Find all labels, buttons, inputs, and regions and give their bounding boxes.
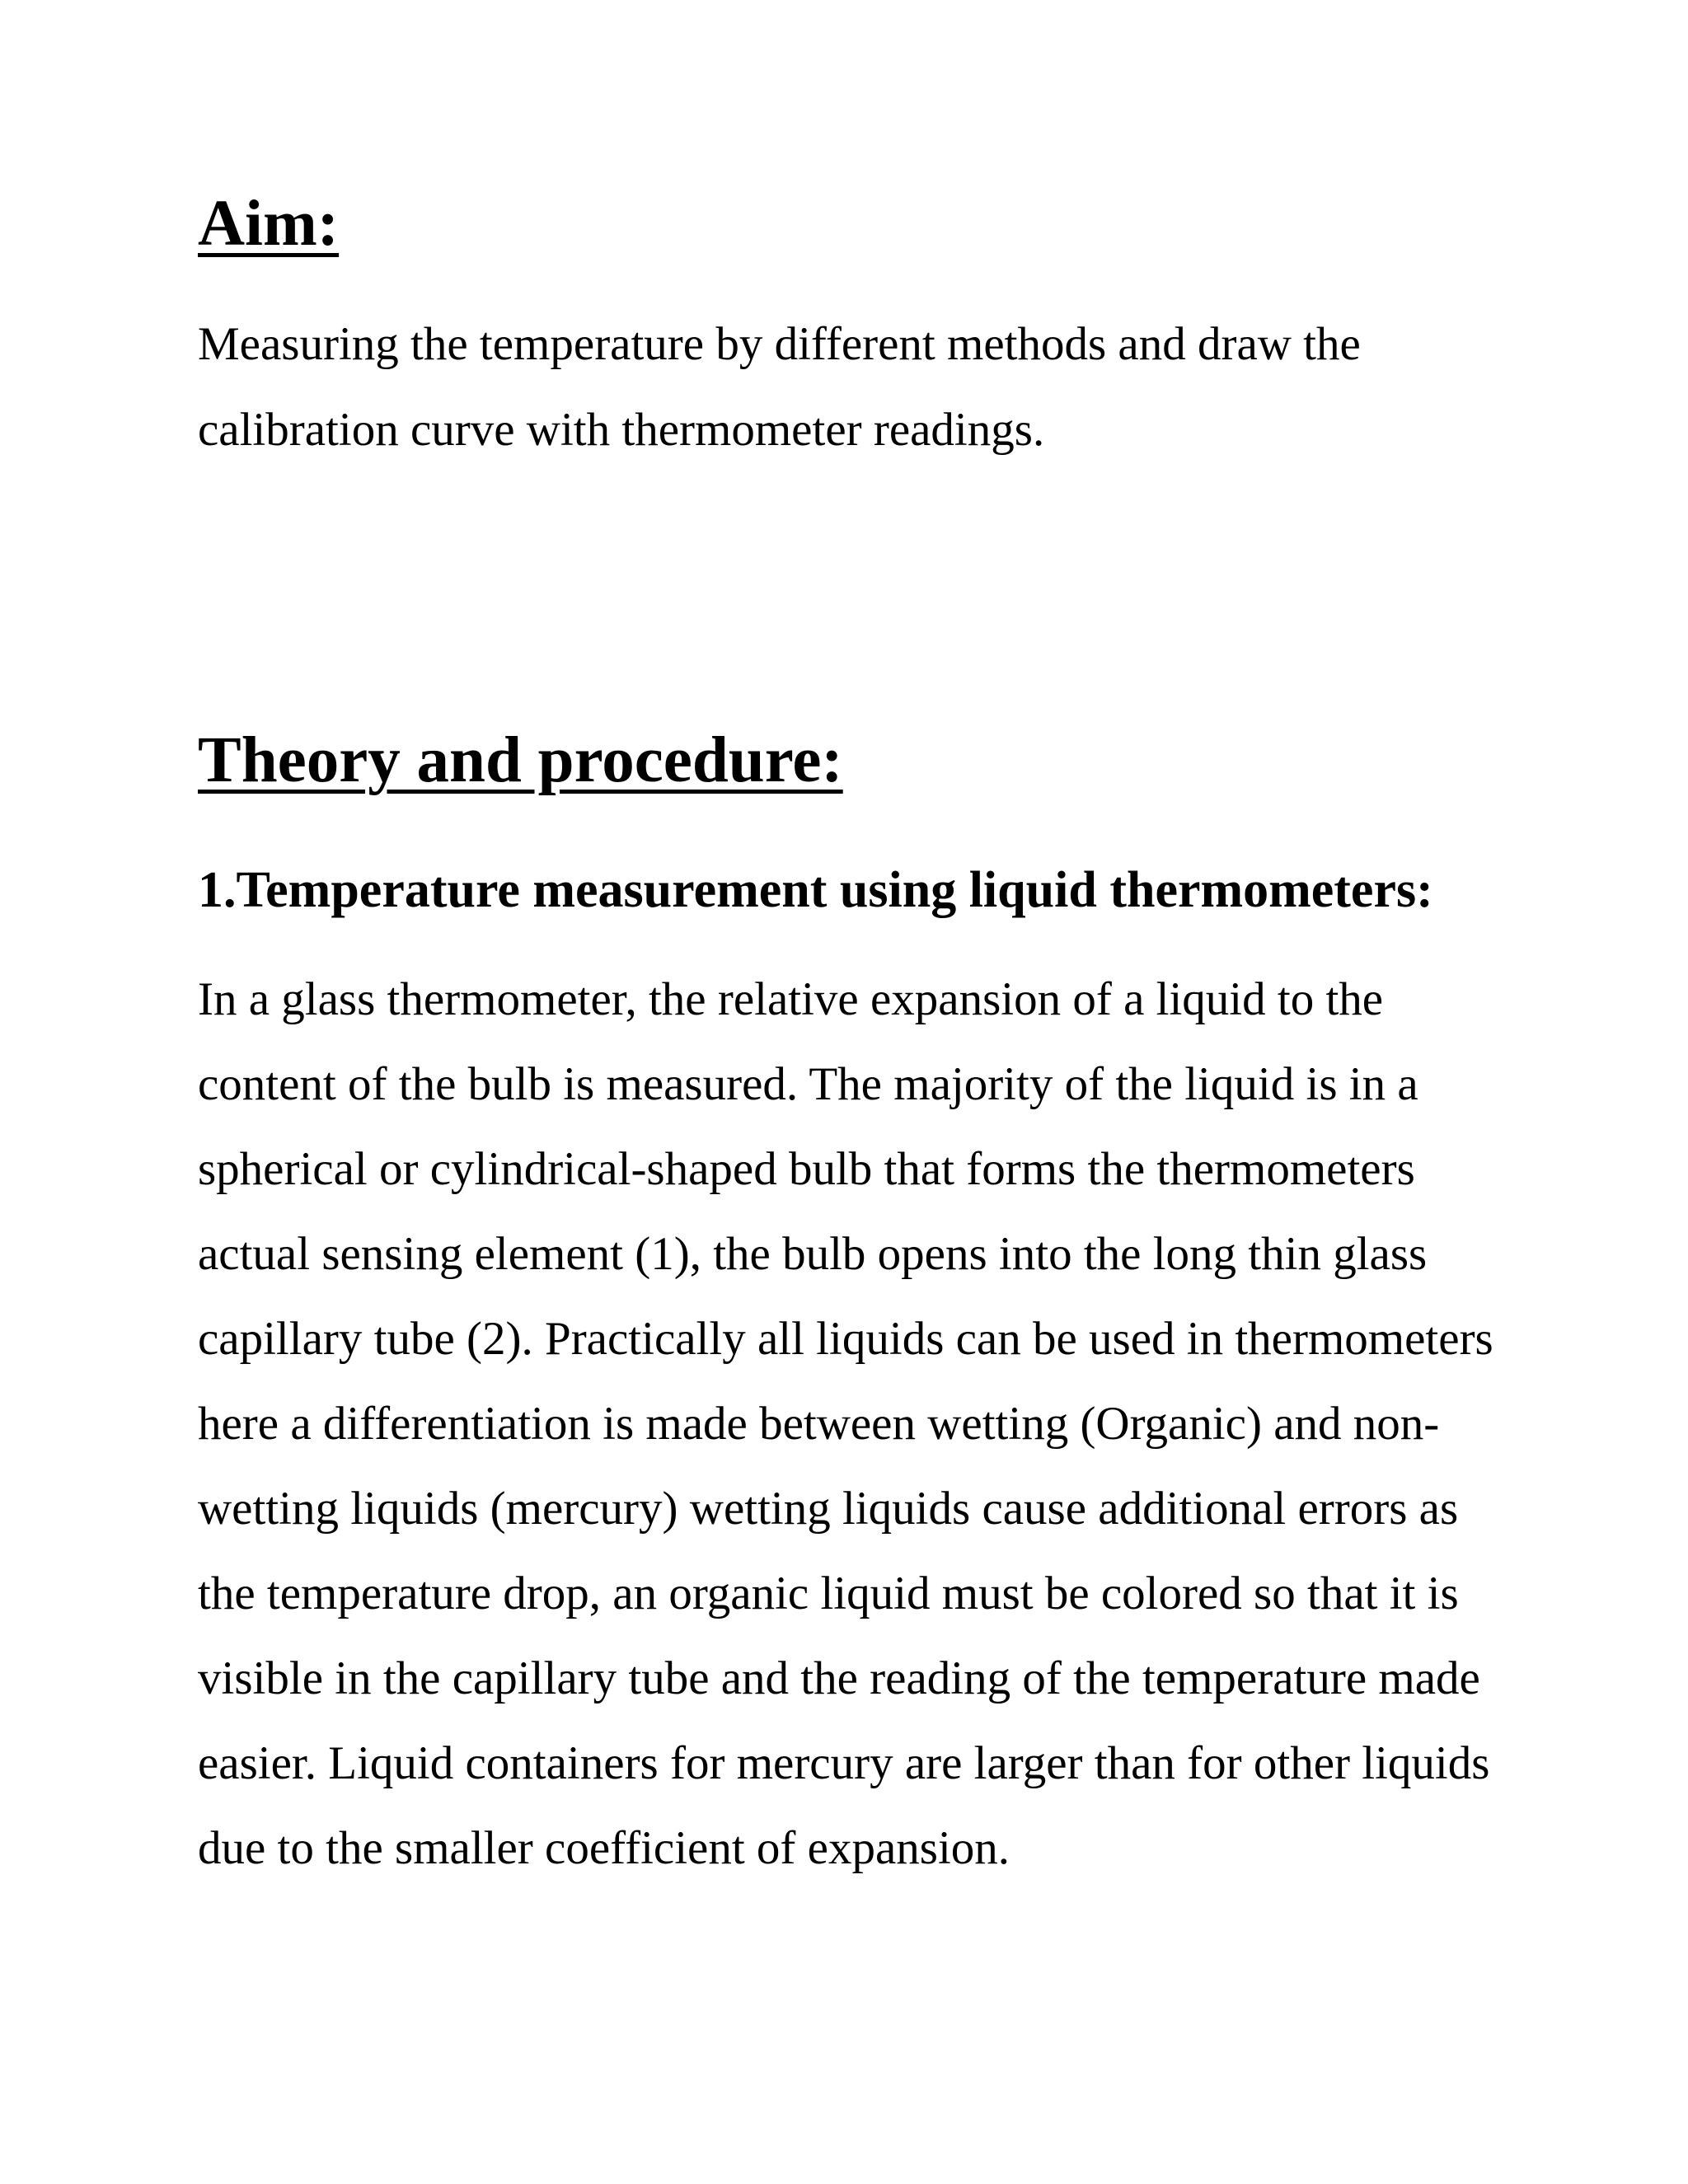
aim-text-line-2: calibration curve with thermometer readings. xyxy=(198,404,1045,456)
body-text-line-1: In a glass thermometer, the relative expansion of a liquid to the xyxy=(198,973,1384,1025)
body-text-line-6: here a differentiation is made between wetting (Organic) and non- xyxy=(198,1398,1440,1450)
aim-heading: Aim: xyxy=(198,188,340,260)
body-text-line-3: spherical or cylindrical-shaped bulb that forms the thermometers xyxy=(198,1143,1415,1195)
section-1-subheading: 1.Temperature measurement using liquid thermometers: xyxy=(198,862,1433,918)
body-text-line-2: content of the bulb is measured. The majority of the liquid is in a xyxy=(198,1058,1418,1110)
aim-text-line-1: Measuring the temperature by different methods and draw the xyxy=(198,318,1361,370)
body-text-line-11: due to the smaller coefficient of expansion. xyxy=(198,1822,1010,1874)
body-text-line-10: easier. Liquid containers for mercury are larger than for other liquids xyxy=(198,1737,1490,1789)
theory-heading: Theory and procedure: xyxy=(198,724,843,796)
body-text-line-9: visible in the capillary tube and the reading of the temperature made xyxy=(198,1652,1480,1704)
body-text-line-5: capillary tube (2). Practically all liquids can be used in thermometers xyxy=(198,1313,1493,1365)
body-text-line-8: the temperature drop, an organic liquid must be colored so that it is xyxy=(198,1568,1459,1619)
body-text-line-7: wetting liquids (mercury) wetting liquids cause additional errors as xyxy=(198,1483,1459,1535)
body-text-line-4: actual sensing element (1), the bulb opens into the long thin glass xyxy=(198,1228,1428,1280)
